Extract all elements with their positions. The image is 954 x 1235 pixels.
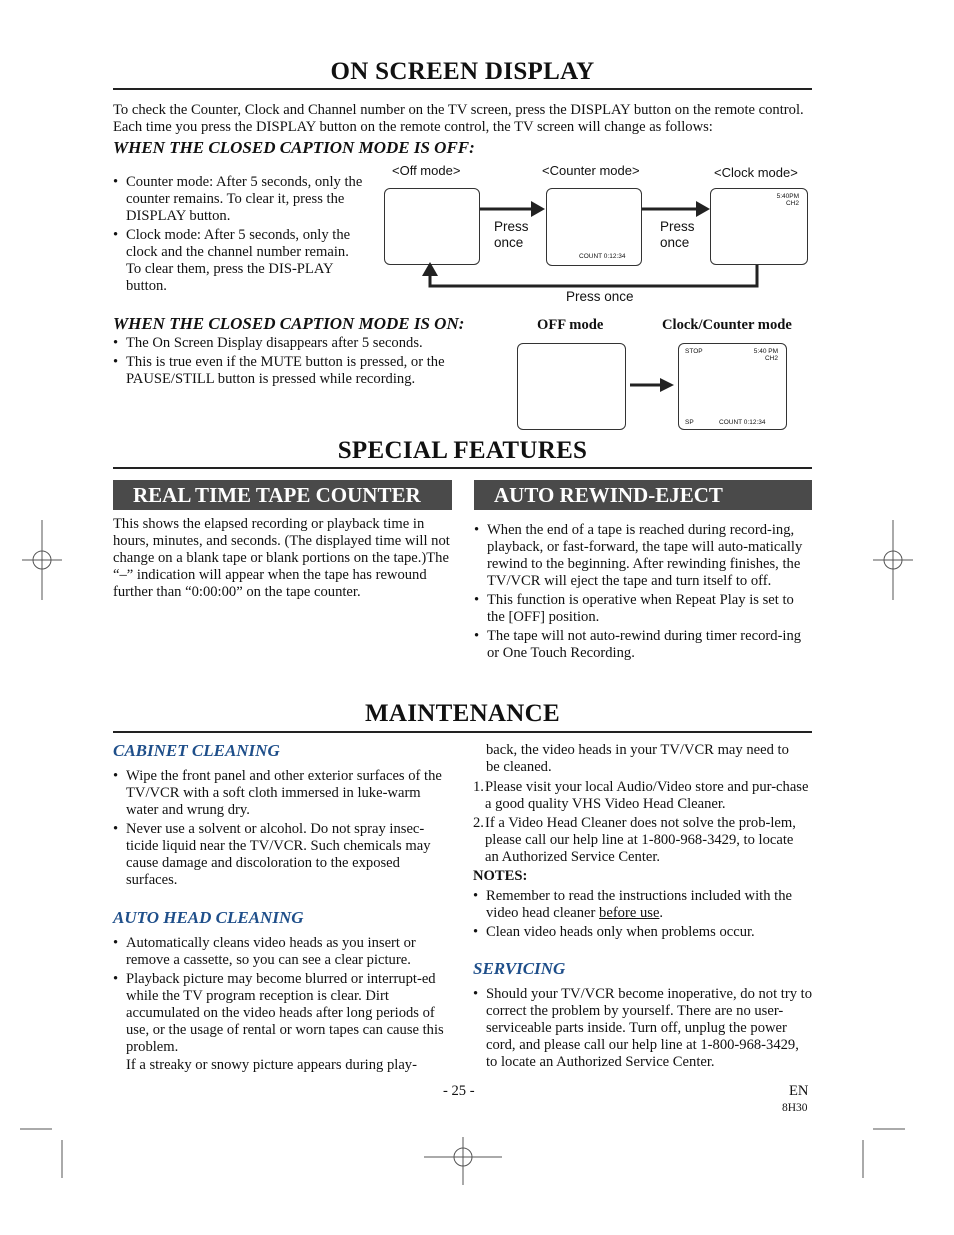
list-item: • Never use a solvent or alcohol. Do not spray insec-ticide liquid near the TV/VCR. Such chemicals may cause damage and discoloration to the exposed surfaces. xyxy=(113,821,431,888)
clock-mode-label: <Clock mode> xyxy=(714,165,798,180)
list-item: • Remember to read the instructions included with the video head cleaner before use. xyxy=(473,888,792,921)
osd-rule xyxy=(113,88,812,90)
osd-title: ON SCREEN DISPLAY xyxy=(330,58,595,85)
list-item: • Should your TV/VCR become inoperative, do not try to correct the problem by yourself. There are no user-serviceable parts inside. Turn off, unplug the power cord, and please call our help line at 1-800-968-3429, to locate an Authorized Service Center. xyxy=(473,986,813,1070)
servicing-bullets xyxy=(473,986,813,1073)
channel-readout: CH2 xyxy=(785,200,799,207)
head-bullets xyxy=(113,935,453,1056)
channel-readout: CH2 xyxy=(764,355,778,362)
list-item: 1. Please visit your local Audio/Video store and pur-chase a good quality VHS Video Head Cleaner. xyxy=(473,779,809,812)
head-continued: If a streaky or snowy picture appears during play- xyxy=(126,1057,417,1073)
cycle-arrows xyxy=(380,190,820,300)
are-title-bar: AUTO REWIND-EJECT xyxy=(474,480,812,510)
counter-readout: COUNT 0:12:34 xyxy=(579,253,626,260)
cleaning-steps xyxy=(473,779,810,868)
crop-mark-icon xyxy=(845,1128,905,1178)
maint-rule xyxy=(113,731,812,733)
special-rule xyxy=(113,467,812,469)
crop-mark-icon xyxy=(20,1128,80,1178)
registration-mark-icon xyxy=(424,1137,502,1185)
list-item: • Automatically cleans video heads as you insert or remove a cassette, so you can see a clear picture. xyxy=(113,935,416,968)
head-cleaning-heading: AUTO HEAD CLEANING xyxy=(113,908,304,927)
notes-label: NOTES: xyxy=(473,868,528,884)
cc-on-heading: WHEN THE CLOSED CAPTION MODE IS ON: xyxy=(113,314,465,333)
tv-screen-clock-counter xyxy=(678,343,787,430)
list-item: 2. If a Video Head Cleaner does not solve the prob-lem, please call our help line at 1-800-968-3429, to locate an Authorized Service Center. xyxy=(473,815,796,865)
servicing-heading: SERVICING xyxy=(473,959,566,978)
off-mode-label: OFF mode xyxy=(537,317,604,333)
page-number: - 25 - xyxy=(443,1083,475,1099)
tv-screen-off xyxy=(517,343,626,430)
off-mode-label: <Off mode> xyxy=(392,163,461,178)
language-code: EN xyxy=(789,1083,809,1099)
special-title: SPECIAL FEATURES xyxy=(337,437,588,464)
list-item: • Wipe the front panel and other exterior surfaces of the TV/VCR with a soft cloth immersed in luke-warm water and wrung dry. xyxy=(113,768,442,818)
model-code: 8H30 xyxy=(782,1102,808,1114)
list-item: • When the end of a tape is reached during record-ing, playback, or fast-forward, the tape will auto-matically rewind to the beginning. After rewinding finishes, the TV/VCR will eject the tape and turn itself to off. xyxy=(474,522,803,589)
osd-intro: To check the Counter, Clock and Channel number on the TV screen, press the DISPLAY button on the remote control. Each time you press the DISPLAY button on the remote control, the TV screen will change as follows: xyxy=(113,102,804,135)
cc-on-bullets xyxy=(113,335,483,390)
clock-counter-mode-label: Clock/Counter mode xyxy=(662,317,792,333)
stop-readout: STOP xyxy=(685,348,703,355)
speed-readout: SP xyxy=(685,419,694,426)
list-item: • This function is operative when Repeat Play is set to the [OFF] position. xyxy=(474,592,794,625)
list-item: • Clean video heads only when problems occur. xyxy=(473,924,755,940)
clock-readout: 5:40PM xyxy=(776,193,799,200)
counter-readout: COUNT 0:12:34 xyxy=(719,419,766,426)
list-item: • Clock mode: After 5 seconds, only the clock and the channel number remain. To clear them, press the DIS-PLAY button. xyxy=(113,227,351,294)
list-item: • The On Screen Display disappears after 5 seconds. xyxy=(113,335,423,351)
registration-mark-icon xyxy=(22,520,62,600)
press-once-label: Press once xyxy=(494,219,529,250)
list-item: • Playback picture may become blurred or interrupt-ed while the TV program reception is clear. Dirt accumulated on the video heads after long periods of use, or the usage of rental or worn tapes can cause this problem. xyxy=(113,971,444,1055)
are-bullets xyxy=(474,522,810,664)
clock-readout: 5:40 PM xyxy=(753,348,778,355)
list-item: • Counter mode: After 5 seconds, only the counter remains. To clear it, press the DISPLAY button. xyxy=(113,174,363,224)
registration-mark-icon xyxy=(873,520,913,600)
counter-mode-label: <Counter mode> xyxy=(542,163,640,178)
press-once-label: Press once xyxy=(566,289,634,304)
cc-off-bullets xyxy=(113,174,365,297)
head-continued-right: back, the video heads in your TV/VCR may need to be cleaned. xyxy=(486,742,789,775)
cc-off-heading: WHEN THE CLOSED CAPTION MODE IS OFF: xyxy=(113,138,475,157)
notes-bullets xyxy=(473,888,810,943)
list-item: • The tape will not auto-rewind during timer record-ing or One Touch Recording. xyxy=(474,628,802,661)
cabinet-heading: CABINET CLEANING xyxy=(113,741,280,760)
arrow-right-icon xyxy=(626,376,678,396)
maint-title: MAINTENANCE xyxy=(365,700,560,727)
rttc-title-bar: REAL TIME TAPE COUNTER xyxy=(113,480,452,510)
list-item: • This is true even if the MUTE button is pressed, or the PAUSE/STILL button is pressed while recording. xyxy=(113,354,445,387)
rttc-text: This shows the elapsed recording or playback time in hours, minutes, and seconds. (The displayed time will not change on a blank tape or blank portions on the tape.)The “–” indication will appear when the tape has rewound further than “0:00:00” on the tape counter. xyxy=(113,516,450,600)
press-once-label: Press once xyxy=(660,219,695,250)
cabinet-bullets xyxy=(113,768,453,891)
